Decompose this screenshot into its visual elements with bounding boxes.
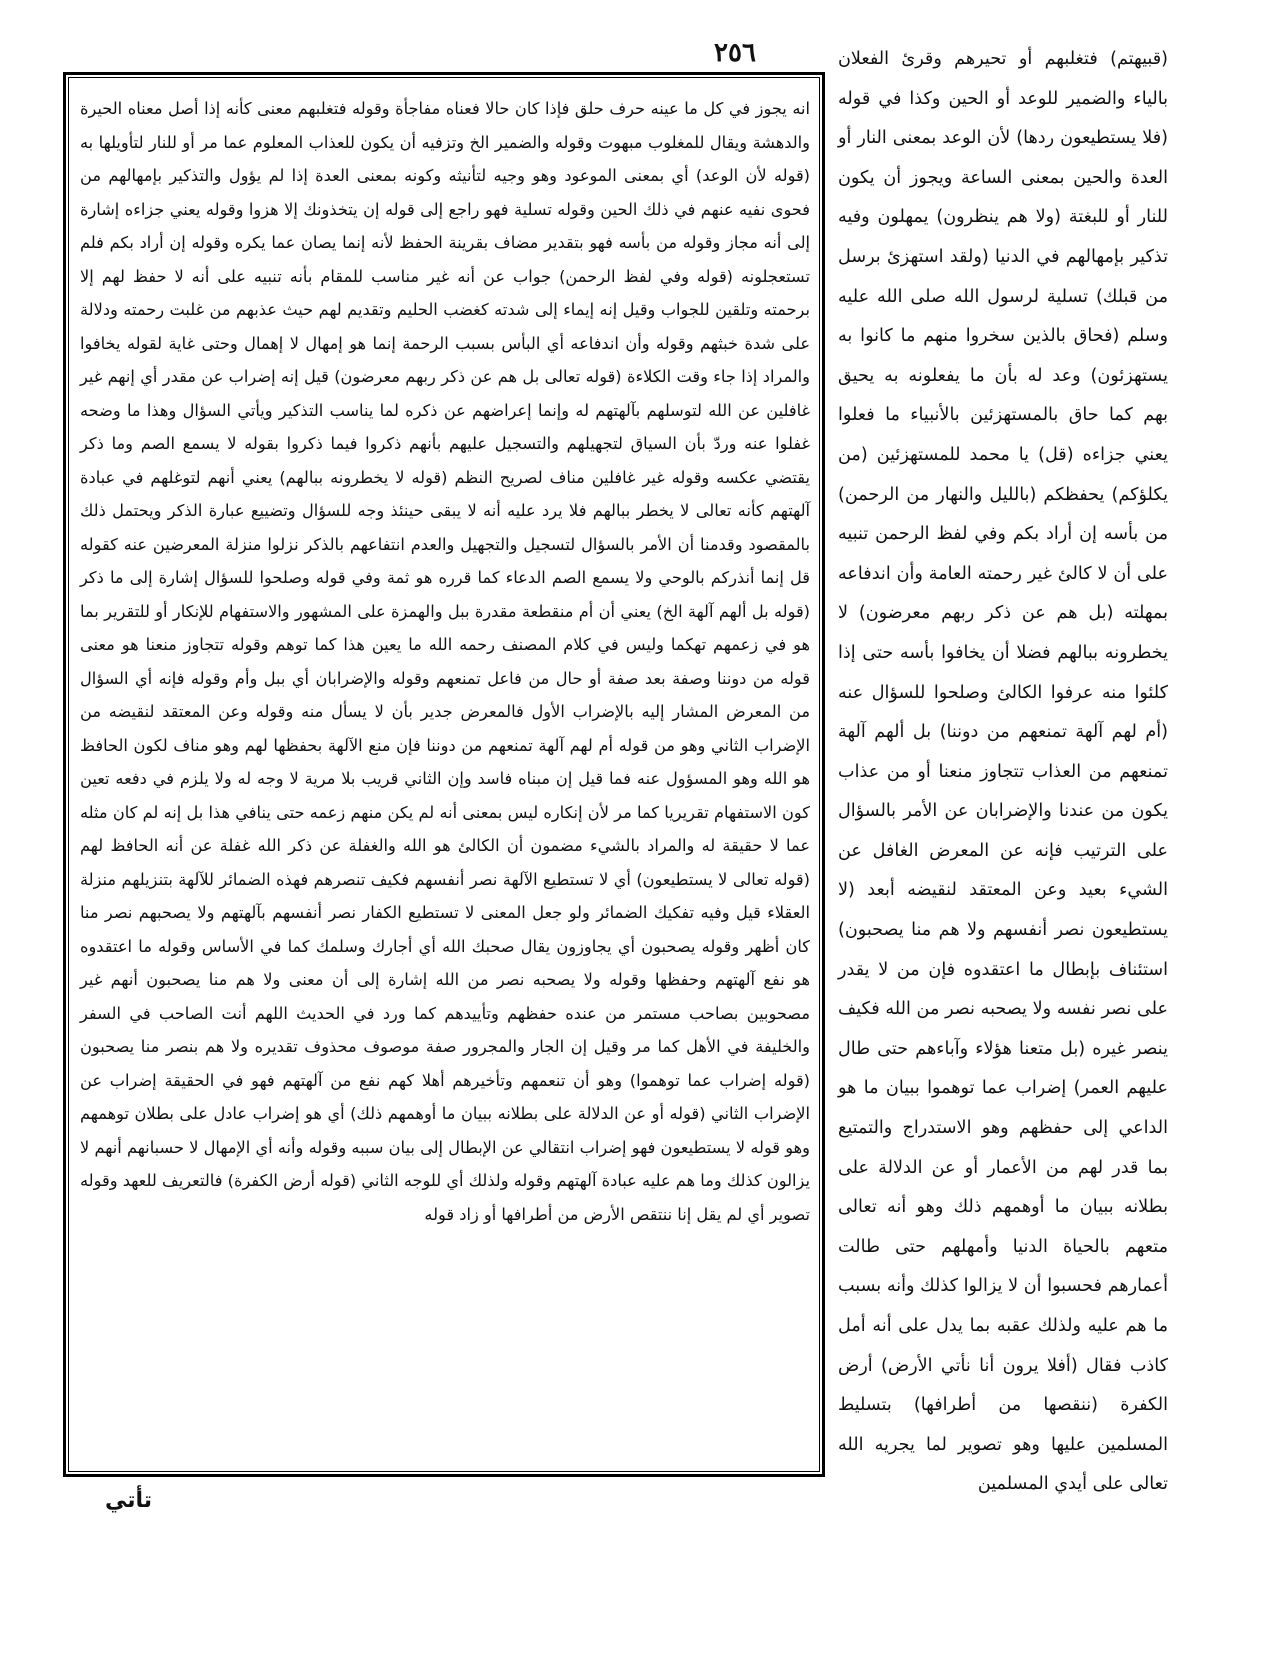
page-number: ٢٥٦ [714,38,756,68]
commentary-side-column [838,40,1168,1495]
main-text-block [80,92,810,1467]
main-text: انه يجوز في كل ما عينه حرف حلق فإذا كان حالا فعناه مفاجأة وقوله فتغلبهم معنى كأنه إذا أصل معناه الحيرة والدهشة ويقال للمغلوب مبهوت وقوله والضمير الخ وتزفيه أن يكون للعذاب المعلوم عما مر أو للنار لتأويلها به (قوله لأن الوعد) أي بمعنى الموعود وهو وجيه لتأنيثه وكونه بمعنى العدة إذا لم يؤول والتذكير بإمهالهم من فحوى نفيه عنهم في ذلك الحين وقوله تسلية فهو راجع إلى قوله إن يتخذونك إلا هزوا وقوله يعني جزاءه إشارة إلى أنه مجاز وقوله من بأسه فهو بتقدير مضاف بقرينة الحفظ لأنه إنما يصان عما يكره وقوله إن أراد بكم فلم تستعجلونه (قوله وفي لفظ الرحمن) جواب عن أنه غير مناسب للمقام بأنه تنبيه على أنه لا حفظ لهم إلا برحمته وتلقين للجواب وقيل إنه إيماء إلى شدته كغضب الحليم وتقديم لهم حيث عذبهم من غلبت رحمته ودلالة على شدة خبثهم وقوله وأن اندفاعه أي البأس بسبب الرحمة إنما هو إمهال لا إهمال وحتى غاية لقوله يخافوا والمراد إذا جاء وقت الكلاءة (قوله تعالى بل هم عن ذكر ربهم معرضون) قيل إنه إضراب عن مقدر أي إنهم غير غافلين عن الله لتوسلهم بآلهتهم له وإنما إعراضهم عن ذكره لما يناسب التذكير ويأتي السؤال وهذا ما وضحه غفلوا عنه وردّ بأن السياق لتجهيلهم والتسجيل عليهم بأنهم ذكروا فيما ذكروا بقوله لا يسمع الصم وما ذكر يقتضي عكسه وقوله غير غافلين مناف لصريح النظم (قوله لا يخطرونه ببالهم) يعني أنهم لتوغلهم في عبادة آلهتهم كأنه تعالى لا يخطر ببالهم فلا يرد عليه أنه لا يبقى حينئذ وجه للسؤال وتضييع عبارة الذكر ويحتمل ذلك بالمقصود وقدمنا أن الأمر بالسؤال لتسجيل والتجهيل والعدم انتفاعهم بالذكر نزلوا منزلة المعرضين عنه كقوله قل إنما أنذركم بالوحي ولا يسمع الصم الدعاء كما قرره هو ثمة وفي قوله وصلحوا للسؤال إشارة إلى ما ذكر (قوله بل ألهم آلهة الخ) يعني أن أم منقطعة مقدرة ببل والهمزة على المشهور والاستفهام للإنكار أو للتقرير بما هو في زعمهم تهكما وليس في كلام المصنف رحمه الله ما يعين هذا كما توهم وقوله تتجاوز منعنا هو معنى قوله من دوننا وصفة بعد صفة أو حال من فاعل تمنعهم وقوله والإضرابان أي ببل وأم وقوله فإنه أي السؤال من المعرض المشار إليه بالإضراب الأول فالمعرض جدير بأن لا يسأل منه وقوله وعن المعتقد لنقيضه من الإضراب الثاني وهو من قوله أم لهم آلهة تمنعهم من دوننا فإن منع الآلهة بحفظها لهم وهو مناف لكون الحافظ هو الله وهو المسؤول عنه فما قيل إن مبناه فاسد وإن الثاني قريب بلا مرية لا وجه له ولا يلزم في دفعه تعين كون الاستفهام تقريريا كما مر لأن إنكاره ليس بمعنى أنه لم يكن منهم زعمه حتى ينافي هذا بل إنه لم كان مثله عما لا حقيقة له والمراد بالشيء مضمون أن الكالئ هو الله والغفلة عن ذكر الله غفلة عن أنه الحافظ لهم (قوله تعالى لا يستطيعون) أي لا تستطيع الآلهة نصر أنفسهم فكيف تنصرهم فهذه الضمائر للآلهة بتنزيلهم منزلة العقلاء قيل وفيه تفكيك الضمائر ولو جعل المعنى لا تستطيع الكفار نصر أنفسهم بآلهتهم ولا يصحبهم نصر منا كان أظهر وقوله يصحبون أي يجاوزون يقال صحبك الله أي أجارك وسلمك كما في الأساس وقوله ما اعتقدوه هو نفع آلهتهم وحفظها وقوله ولا يصحبه نصر من الله إشارة إلى أن معنى ولا هم منا يصحبون أنهم غير مصحوبين بصاحب مستمر من عنده حفظهم وتأييدهم كما ورد في الحديث اللهم أنت الصاحب في السفر والخليفة في الأهل كما مر وقيل إن الجار والمجرور صفة موصوف محذوف تقديره ولا هم بنصر منا يصحبون (قوله إضراب عما توهموا) وهو أن تنعمهم وتأخيرهم أهلا كهم نفع من آلهتهم فهو في الحقيقة إضراب عن الإضراب الثاني (قوله أو عن الدلالة على بطلانه ببيان ما أوهمهم ذلك) أي هو إضراب عادل على بطلان توهمهم وهو قوله لا يستطيعون فهو إضراب انتقالي عن الإبطال إلى بيان سببه وقوله وأنه أي الإمهال لا حسبانهم أنهم لا يزالون كذلك وما هم عليه عبادة آلهتهم وقوله ولذلك أي للوجه الثاني (قوله أرض الكفرة) فالتعريف للعهد وقوله تصوير أي لم يقل إنا ننتقص الأرض من أطرافها أو زاد قوله [80,99,810,1224]
side-text: (قبيهتم) فتغلبهم أو تحيرهم وقرئ الفعلان بالياء والضمير للوعد أو الحين وكذا في قوله (فلا يستطيعون ردها) لأن الوعد بمعنى النار أو العدة والحين بمعنى الساعة ويجوز أن يكون للنار أو للبغتة (ولا هم ينظرون) يمهلون وفيه تذكير بإمهالهم في الدنيا (ولقد استهزئ برسل من قبلك) تسلية لرسول الله صلى الله عليه وسلم (فحاق بالذين سخروا منهم ما كانوا به يستهزئون) وعد له بأن ما يفعلونه به يحيق بهم كما حاق بالمستهزئين بالأنبياء ما فعلوا يعني جزاءه (قل) يا محمد للمستهزئين (من يكلؤكم) يحفظكم (بالليل والنهار من الرحمن) من بأسه إن أراد بكم وفي لفظ الرحمن تنبيه على أن لا كالئ غير رحمته العامة وأن اندفاعه بمهلته (بل هم عن ذكر ربهم معرضون) لا يخطرونه ببالهم فضلا أن يخافوا بأسه حتى إذا كلئوا منه عرفوا الكالئ وصلحوا للسؤال عنه (أم لهم آلهة تمنعهم من دوننا) بل ألهم آلهة تمنعهم من العذاب تتجاوز منعنا أو من عذاب يكون من عندنا والإضرابان عن الأمر بالسؤال على الترتيب فإنه عن المعرض الغافل عن الشيء بعيد وعن المعتقد لنقيضه أبعد (لا يستطيعون نصر أنفسهم ولا هم منا يصحبون) استئناف بإبطال ما اعتقدوه فإن من لا يقدر على نصر نفسه ولا يصحبه نصر من الله فكيف ينصر غيره (بل متعنا هؤلاء وآباءهم حتى طال عليهم العمر) إضراب عما توهموا ببيان ما هو الداعي إلى حفظهم وهو الاستدراج والتمتيع بما قدر لهم من الأعمار أو عن الدلالة على بطلانه ببيان ما أوهمهم ذلك وهو أنه تعالى متعهم بالحياة الدنيا وأمهلهم حتى طالت أعمارهم فحسبوا أن لا يزالوا كذلك وأنه بسبب ما هم عليه ولذلك عقبه بما يدل على أنه أمل كاذب فقال (أفلا يرون أنا نأتي الأرض) أرض الكفرة (ننقصها من أطرافها) بتسليط المسلمين عليها وهو تصوير لما يجريه الله تعالى على أيدي المسلمين [838,49,1168,1495]
catchword: تأتي [105,1488,153,1513]
